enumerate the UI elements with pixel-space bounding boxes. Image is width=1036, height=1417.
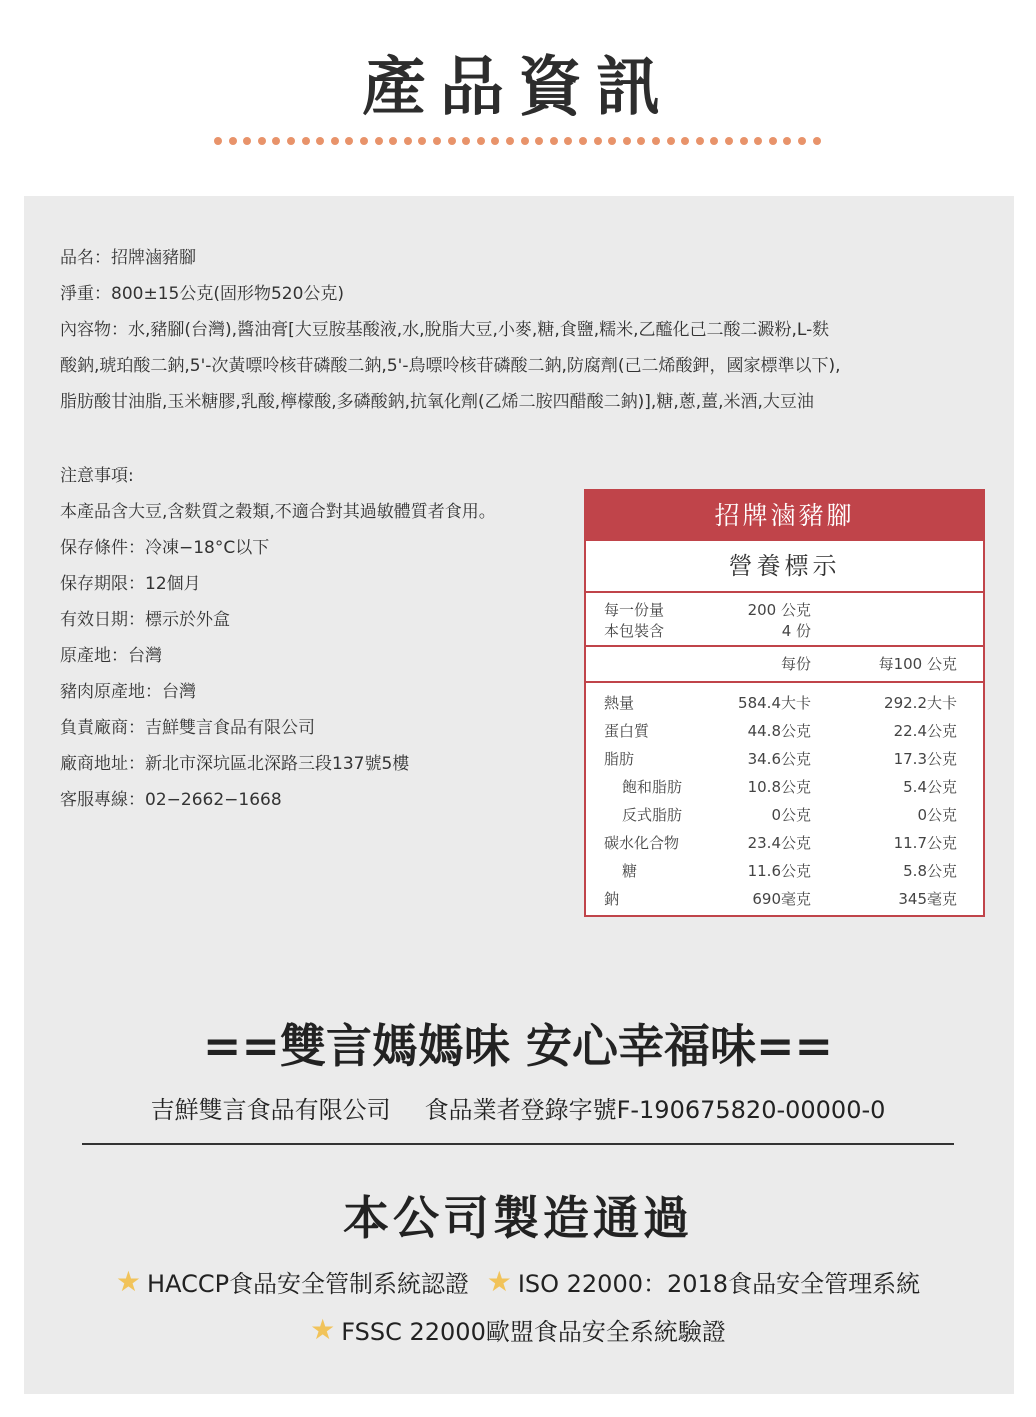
divider-dot: [316, 137, 324, 145]
divider-dot: [608, 137, 616, 145]
nutrient-per-serving: 690毫克: [752, 890, 811, 908]
divider-dot: [477, 137, 485, 145]
certification-item: ★ ISO 22000：2018食品安全管理系統: [486, 1265, 921, 1298]
col-per-serving: 每份: [780, 655, 811, 673]
nutrient-per-serving: 10.8公克: [747, 778, 811, 796]
servings-value: 4 份: [781, 622, 811, 640]
divider-dot: [813, 137, 821, 145]
nutrition-row: [586, 829, 983, 857]
divider-dot: [229, 137, 237, 145]
nutrient-name: 熱量: [604, 694, 635, 712]
divider-dot: [535, 137, 543, 145]
divider-dot: [243, 137, 251, 145]
divider-dot: [272, 137, 280, 145]
net-weight-line: 淨重：800±15公克(固形物520公克): [60, 284, 345, 304]
star-icon: ★: [310, 1313, 336, 1346]
nutrient-per-100g: 5.8公克: [903, 862, 957, 880]
nutrient-per-serving: 23.4公克: [747, 834, 811, 852]
nutrition-row: [586, 689, 983, 717]
nutrition-row: [586, 857, 983, 885]
certification-item: ★ HACCP食品安全管制系統認證: [115, 1265, 470, 1298]
divider-dot: [550, 137, 558, 145]
product-info: [60, 240, 990, 420]
nutrient-per-100g: 17.3公克: [893, 750, 957, 768]
decorative-dot-divider: [214, 134, 826, 148]
storage-condition: 保存條件：冷凍−18°C以下: [60, 538, 270, 558]
nutrition-row: [586, 717, 983, 745]
nutrient-per-serving: 0公克: [771, 806, 811, 824]
serving-size-label: 每一份量: [604, 601, 665, 619]
origin: 原產地：台灣: [60, 646, 162, 666]
nutrient-per-100g: 5.4公克: [903, 778, 957, 796]
ingredients-line: 酸鈉,琥珀酸二鈉,5'-次黃嘌呤核苷磷酸二鈉,5'-鳥嘌呤核苷磷酸二鈉,防腐劑(己二烯酸鉀，國家標準以下),: [60, 356, 841, 376]
nutrition-title: 營養標示: [586, 541, 983, 593]
nutrition-row: [586, 745, 983, 773]
company-name: 吉鮮雙言食品有限公司: [150, 1096, 391, 1124]
col-per-100g: 每100 公克: [878, 655, 957, 673]
certification-row: [0, 1312, 1036, 1347]
nutrient-per-100g: 292.2大卡: [884, 694, 957, 712]
nutrient-per-100g: 345毫克: [898, 890, 957, 908]
divider-dot: [521, 137, 529, 145]
nutrition-row: [586, 773, 983, 801]
servings-label: 本包裝含: [604, 622, 665, 640]
slogan: ==雙言媽媽味 安心幸福味==: [202, 1019, 834, 1073]
product-name-line: 品名：招牌滷豬腳: [60, 248, 196, 268]
serving-size-value: 200 公克: [747, 601, 811, 619]
ingredients-line: 內容物：水,豬腳(台灣),醬油膏[大豆胺基酸液,水,脫脂大豆,小麥,糖,食鹽,糯米,乙醯化己二酸二澱粉,L-麩: [60, 320, 830, 340]
nutrient-per-serving: 44.8公克: [747, 722, 811, 740]
registration-number: 食品業者登錄字號F-190675820-00000-0: [424, 1096, 886, 1124]
nutrient-per-serving: 584.4大卡: [738, 694, 811, 712]
serving-info: [586, 593, 983, 647]
certification-row: [0, 1264, 1036, 1299]
expiry-date: 有效日期：標示於外盒: [60, 610, 230, 630]
nutrient-name: 糖: [622, 862, 638, 880]
manufacturer-address: 廠商地址：新北市深坑區北深路三段137號5樓: [60, 754, 410, 774]
divider-dot: [389, 137, 397, 145]
divider-dot: [740, 137, 748, 145]
manufacturer: 負責廠商：吉鮮雙言食品有限公司: [60, 718, 315, 738]
nutrition-row: [586, 885, 983, 913]
nutrition-rows: [586, 683, 983, 913]
ingredients-line: 脂肪酸甘油脂,玉米糖膠,乳酸,檸檬酸,多磷酸鈉,抗氧化劑(乙烯二胺四醋酸二鈉)],糖,蔥,薑,米酒,大豆油: [60, 392, 814, 412]
divider-dot: [623, 137, 631, 145]
divider-dot: [710, 137, 718, 145]
nutrient-name: 飽和脂肪: [622, 778, 683, 796]
divider-dot: [258, 137, 266, 145]
nutrient-per-100g: 0公克: [917, 806, 957, 824]
divider-dot: [681, 137, 689, 145]
divider-dot: [769, 137, 777, 145]
divider-dot: [725, 137, 733, 145]
divider-dot: [783, 137, 791, 145]
nutrient-per-serving: 11.6公克: [747, 862, 811, 880]
shelf-life: 保存期限：12個月: [60, 574, 201, 594]
nutrient-name: 鈉: [604, 890, 620, 908]
divider-dot: [637, 137, 645, 145]
divider-dot: [375, 137, 383, 145]
column-headers: [586, 647, 983, 683]
divider-line: [82, 1143, 954, 1145]
divider-dot: [506, 137, 514, 145]
divider-dot: [652, 137, 660, 145]
page-title: 產品資訊: [362, 50, 674, 125]
service-hotline: 客服專線：02−2662−1668: [60, 790, 282, 810]
nutrition-label: [584, 489, 985, 917]
nutrient-name: 碳水化合物: [604, 834, 680, 852]
star-icon: ★: [486, 1265, 512, 1298]
certification-title: 本公司製造通過: [343, 1191, 693, 1245]
nutrient-per-100g: 22.4公克: [893, 722, 957, 740]
divider-dot: [564, 137, 572, 145]
divider-dot: [302, 137, 310, 145]
divider-dot: [404, 137, 412, 145]
notes-heading: 注意事項:: [60, 466, 134, 486]
nutrient-per-100g: 11.7公克: [893, 834, 957, 852]
divider-dot: [594, 137, 602, 145]
divider-dot: [331, 137, 339, 145]
divider-dot: [579, 137, 587, 145]
company-line: [0, 1090, 1036, 1125]
notes-section: [60, 458, 580, 818]
divider-dot: [462, 137, 470, 145]
nutrient-per-serving: 34.6公克: [747, 750, 811, 768]
nutrient-name: 蛋白質: [604, 722, 650, 740]
divider-dot: [696, 137, 704, 145]
star-icon: ★: [115, 1265, 142, 1298]
divider-dot: [360, 137, 368, 145]
divider-dot: [491, 137, 499, 145]
certification-item: ★ FSSC 22000歐盟食品安全系統驗證: [310, 1313, 726, 1346]
allergen-note: 本產品含大豆,含麩質之穀類,不適合對其過敏體質者食用。: [60, 502, 496, 522]
nutrition-row: [586, 801, 983, 829]
divider-dot: [287, 137, 295, 145]
divider-dot: [448, 137, 456, 145]
pork-origin: 豬肉原產地：台灣: [60, 682, 196, 702]
divider-dot: [345, 137, 353, 145]
divider-dot: [433, 137, 441, 145]
divider-dot: [798, 137, 806, 145]
divider-dot: [754, 137, 762, 145]
nutrient-name: 脂肪: [604, 750, 635, 768]
divider-dot: [214, 137, 222, 145]
divider-dot: [418, 137, 426, 145]
divider-dot: [667, 137, 675, 145]
nutrition-product-name: 招牌滷豬腳: [586, 491, 983, 541]
nutrient-name: 反式脂肪: [622, 806, 683, 824]
